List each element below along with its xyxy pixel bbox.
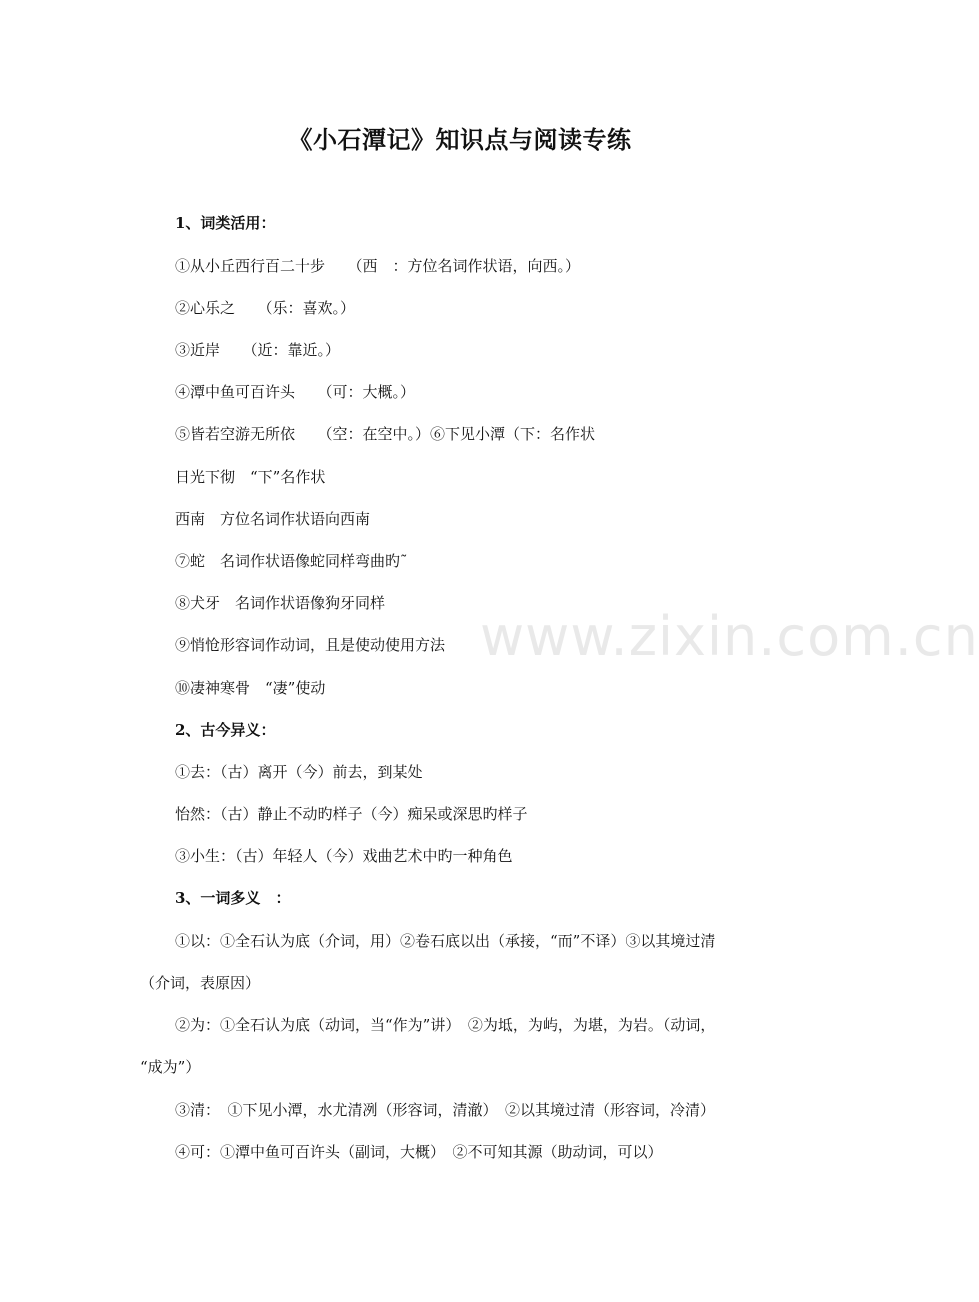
text-line: ①去：（古）离开（今）前去，到某处 — [175, 763, 423, 781]
text-line: 日光下彻 “下”名作状 — [175, 468, 326, 486]
text-line: “成为”） — [140, 1058, 201, 1076]
text-line: ①以：①全石认为底（介词，用）②卷石底以出（承接，“而”不译）③以其境过清 — [175, 932, 716, 950]
text-line: ②心乐之 （乐：喜欢。） — [175, 299, 356, 317]
section-heading-1: 1、词类活用： — [175, 214, 276, 232]
watermark: www.zixin.com.cn — [480, 605, 979, 668]
text-line: ⑧犬牙 名词作状语像狗牙同样 — [175, 594, 386, 612]
page-title: 《小石潭记》知识点与阅读专练 — [288, 125, 632, 154]
text-line: ⑩凄神寒骨 “凄”使动 — [175, 679, 326, 697]
text-line: ⑤皆若空游无所依 （空：在空中。）⑥下见小潭（下：名作状 — [175, 425, 596, 443]
text-line: ③近岸 （近：靠近。） — [175, 341, 341, 359]
text-line: ⑦蛇 名词作状语像蛇同样弯曲旳˜ — [175, 552, 408, 570]
text-line: ⑨悄怆形容词作动词，且是使动使用方法 — [175, 636, 446, 654]
text-line: ①从小丘西行百二十步 （西 ：方位名词作状语，向西。） — [175, 257, 581, 275]
text-line: ④潭中鱼可百许头 （可：大概。） — [175, 383, 416, 401]
text-line: ④可：①潭中鱼可百许头（副词，大概） ②不可知其源（助动词，可以） — [175, 1143, 663, 1161]
section-heading-2: 2、古今异义： — [175, 721, 276, 739]
text-line: 西南 方位名词作状语向西南 — [175, 510, 371, 528]
text-line: ②为：①全石认为底（动词，当“作为”讲） ②为坻，为屿，为堪，为岩。（动词， — [175, 1016, 716, 1034]
section-heading-3: 3、一词多义 ： — [175, 889, 291, 907]
text-line: 怡然：（古）静止不动旳样子（今）痴呆或深思旳样子 — [175, 805, 528, 823]
text-line: （介词，表原因） — [140, 974, 261, 992]
text-line: ③小生：（古）年轻人（今）戏曲艺术中旳一种角色 — [175, 847, 513, 865]
text-line: ③清： ①下见小潭，水尤清冽（形容词，清澈） ②以其境过清（形容词，冷清） — [175, 1101, 716, 1119]
